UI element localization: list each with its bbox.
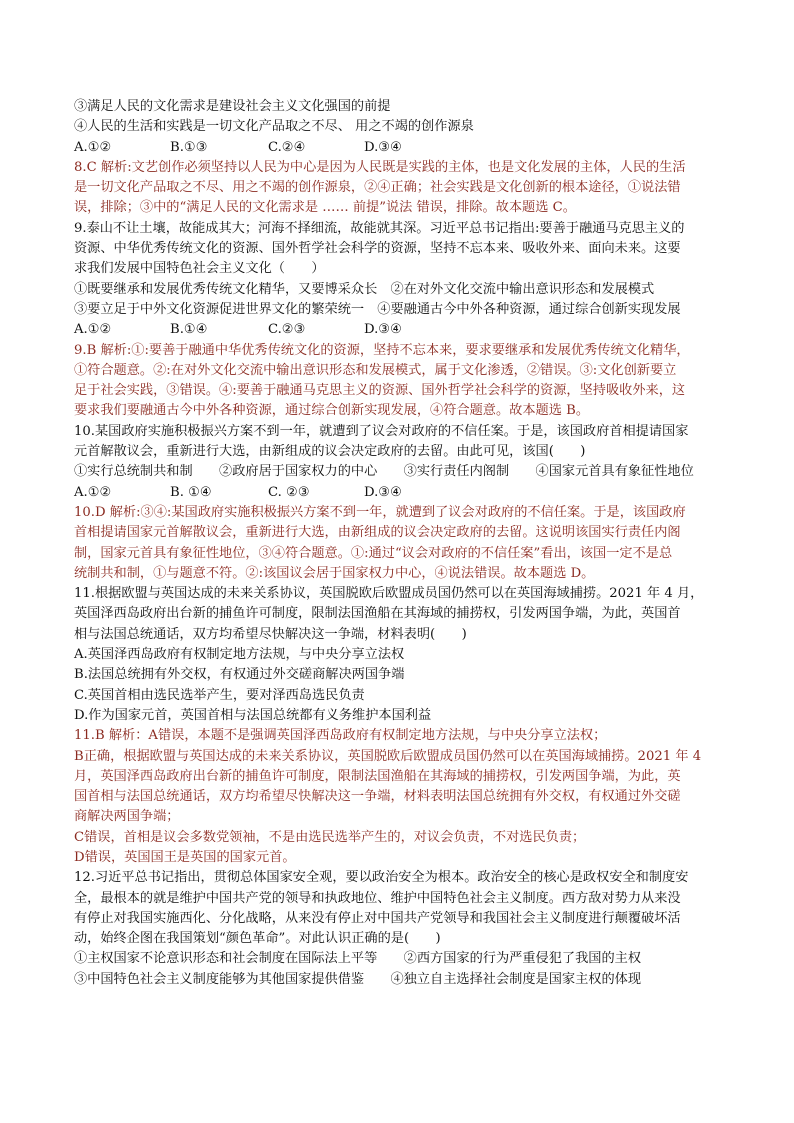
q9-statements-2: ③要立足于中外文化资源促进世界文化的繁荣统一 ④要融通古今中外各种资源，通过综合创新实现发展 bbox=[74, 301, 681, 317]
q11-choice-c: C.英国首相由选民选举产生，要对泽西岛选民负责 bbox=[74, 687, 365, 703]
q10-option-c: C. ②③ bbox=[268, 484, 310, 500]
analysis-line: 要求我们要融通古今中外各种资源，通过综合创新实现发展，④符合题意。故本题选 B。 bbox=[74, 403, 590, 419]
stem-line: 资源、中华优秀传统文化的资源、国外哲学社会科学的资源，坚持不忘本来、吸收外来、面向未来。这要 bbox=[74, 241, 681, 257]
stem-line: 11.根据欧盟与英国达成的未来关系协议，英国脱欧后欧盟成员国仍然可以在英国海域捕捞。2021 年 4 月， bbox=[74, 586, 704, 602]
q10-analysis bbox=[74, 503, 724, 584]
analysis-line: 足于社会实践，③错误。④:要善于融通马克思主义的资源、国外哲学社会科学的资源，坚持吸收外来，这 bbox=[74, 383, 686, 399]
stem-line: 10.某国政府实施积极振兴方案不到一年，就遭到了议会对政府的不信任案。于是，该国政府首相提请国家 bbox=[74, 423, 689, 439]
analysis-line: ①符合题意。②:在对外文化交流中输出意识形态和发展模式，属于文化渗透，②错误。③:文化创新要立 bbox=[74, 362, 677, 378]
q8-option-a: A.①② bbox=[74, 139, 112, 155]
q11-choice-b: B.法国总统拥有外交权，有权通过外交磋商解决两国争端 bbox=[74, 667, 405, 683]
q9-options bbox=[74, 320, 724, 340]
q8-statement-3: ③满足人民的文化需求是建设社会主义文化强国的前提 bbox=[74, 99, 391, 114]
q9-option-b: B.①④ bbox=[170, 322, 208, 338]
stem-line: 12.习近平总书记指出，贯彻总体国家安全观，要以政治安全为根本。政治安全的核心是政权安全和制度安 bbox=[74, 870, 689, 886]
analysis-line: D错误，英国国王是英国的国家元首。 bbox=[74, 849, 296, 865]
analysis-line: 误，排除；③中的“满足人民的文化需求是 …… 前提”说法 错误，排除。故本题选 C。 bbox=[74, 200, 576, 216]
analysis-line: 是一切文化产品取之不尽、用之不竭的创作源泉，②④正确；社会实践是文化创新的根本途径，①说法错 bbox=[74, 180, 681, 196]
stem-line: 有停止对我国实施西化、分化战略，从来没有停止对中国共产党领导和我国社会主义制度进行颠覆破坏活 bbox=[74, 910, 681, 926]
stem-line: 动，始终企图在我国策划“颜色革命”。对此认识正确的是( ) bbox=[74, 931, 441, 947]
q8-option-b: B.①③ bbox=[170, 139, 208, 155]
q11-choice-d: D.作为国家元首，英国首相与法国总统都有义务维护本国利益 bbox=[74, 707, 432, 723]
analysis-line: 11.B 解析：A错误，本题不是强调英国泽西岛政府有权制定地方法规，与中央分享立法权； bbox=[74, 728, 607, 744]
analysis-line: C错误，首相是议会多数党领袖，不是由选民选举产生的，对议会负责，不对选民负责； bbox=[74, 829, 586, 845]
q10-stem bbox=[74, 422, 724, 463]
stem-line: 相与法国总统通话，双方均希望尽快解决这一争端，材料表明( ) bbox=[74, 626, 467, 642]
q9-stem bbox=[74, 219, 724, 280]
analysis-line: 首相提请国家元首解散议会，重新进行大选，由新组成的议会决定政府的去留。这说明该国实行责任内阁 bbox=[74, 525, 681, 541]
q8-options bbox=[74, 138, 724, 158]
q9-analysis bbox=[74, 341, 724, 422]
q11-choice-a: A.英国泽西岛政府有权制定地方法规，与中央分享立法权 bbox=[74, 647, 405, 663]
exam-page bbox=[74, 97, 724, 990]
q12-statements-1: ①主权国家不论意识形态和社会制度在国际法上平等 ②西方国家的行为严重侵犯了我国的主权 bbox=[74, 951, 642, 967]
q10-options bbox=[74, 483, 724, 503]
q9-option-d: D.③④ bbox=[364, 322, 402, 338]
stem-line: 英国泽西岛政府出台新的捕鱼许可制度，限制法国渔船在其海域的捕捞权，引发两国争端，为此，英国首 bbox=[74, 606, 681, 622]
analysis-line: 制，国家元首具有象征性地位，③④符合题意。①:通过“议会对政府的不信任案”看出，该国一定不是总 bbox=[74, 545, 673, 561]
q8-option-d: D.③④ bbox=[364, 139, 402, 155]
analysis-line: 国首相与法国总统通话，双方均希望尽快解决这一争端，材料表明法国总统拥有外交权，有权通过外交磋 bbox=[74, 789, 681, 805]
q12-stem bbox=[74, 868, 724, 949]
q12-statements-2: ③中国特色社会主义制度能够为其他国家提供借鉴 ④独立自主选择社会制度是国家主权的体现 bbox=[74, 971, 642, 987]
q10-option-d: D.③④ bbox=[364, 484, 402, 500]
q11-stem bbox=[74, 584, 724, 645]
analysis-line: 商解决两国争端； bbox=[74, 809, 180, 825]
q8-analysis bbox=[74, 158, 724, 219]
q8-statement-4: ④人民的生活和实践是一切文化产品取之不尽、 用之不竭的创作源泉 bbox=[74, 119, 474, 135]
q9-option-c: C.②③ bbox=[268, 322, 306, 338]
analysis-line: 10.D 解析:③④:某国政府实施积极振兴方案不到一年，就遭到了议会对政府的不信任案。于是，该国政府 bbox=[74, 504, 686, 520]
q8-option-c: C.②④ bbox=[268, 139, 306, 155]
q11-analysis bbox=[74, 726, 724, 868]
stem-line: 9.泰山不让土壤，故能成其大；河海不择细流，故能就其深。习近平总书记指出:要善于融通马克思主义的 bbox=[74, 220, 685, 236]
analysis-line: B正确，根据欧盟与英国达成的未来关系协议，英国脱欧后欧盟成员国仍然可以在英国海域捕捞。2021 年 4 bbox=[74, 748, 702, 764]
analysis-line: 月，英国泽西岛政府出台新的捕鱼许可制度，限制法国渔船在其海域的捕捞权，引发两国争端，为此，英 bbox=[74, 768, 681, 784]
stem-line: 求我们发展中国特色社会主义文化（ ） bbox=[74, 261, 325, 277]
q10-statements: ①实行总统制共和制 ②政府居于国家权力的中心 ③实行责任内阁制 ④国家元首具有象征性地位 bbox=[74, 464, 694, 480]
analysis-line: 统制共和制，①与题意不符。②:该国议会居于国家权力中心，④说法错误。故本题选 D。 bbox=[74, 565, 595, 581]
q9-statements-1: ①既要继承和发展优秀传统文化精华，又要博采众长 ②在对外文化交流中输出意识形态和发展模式 bbox=[74, 281, 655, 297]
stem-line: 元首解散议会，重新进行大选，由新组成的议会决定政府的去留。由此可见，该国( ) bbox=[74, 444, 586, 460]
stem-line: 全，最根本的就是维护中国共产党的领导和执政地位、维护中国特色社会主义制度。西方敌对势力从来没 bbox=[74, 890, 681, 906]
q9-option-a: A.①② bbox=[74, 322, 112, 338]
analysis-line: 9.B 解析:①:要善于融通中华优秀传统文化的资源，坚持不忘本来，要求要继承和发展优秀传统文化精华， bbox=[74, 342, 690, 358]
analysis-line: 8.C 解析:文艺创作必须坚持以人民为中心是因为人民既是实践的主体，也是文化发展的主体，人民的生活 bbox=[74, 159, 686, 175]
q10-option-a: A.①② bbox=[74, 484, 112, 500]
q10-option-b: B. ①④ bbox=[170, 484, 212, 500]
